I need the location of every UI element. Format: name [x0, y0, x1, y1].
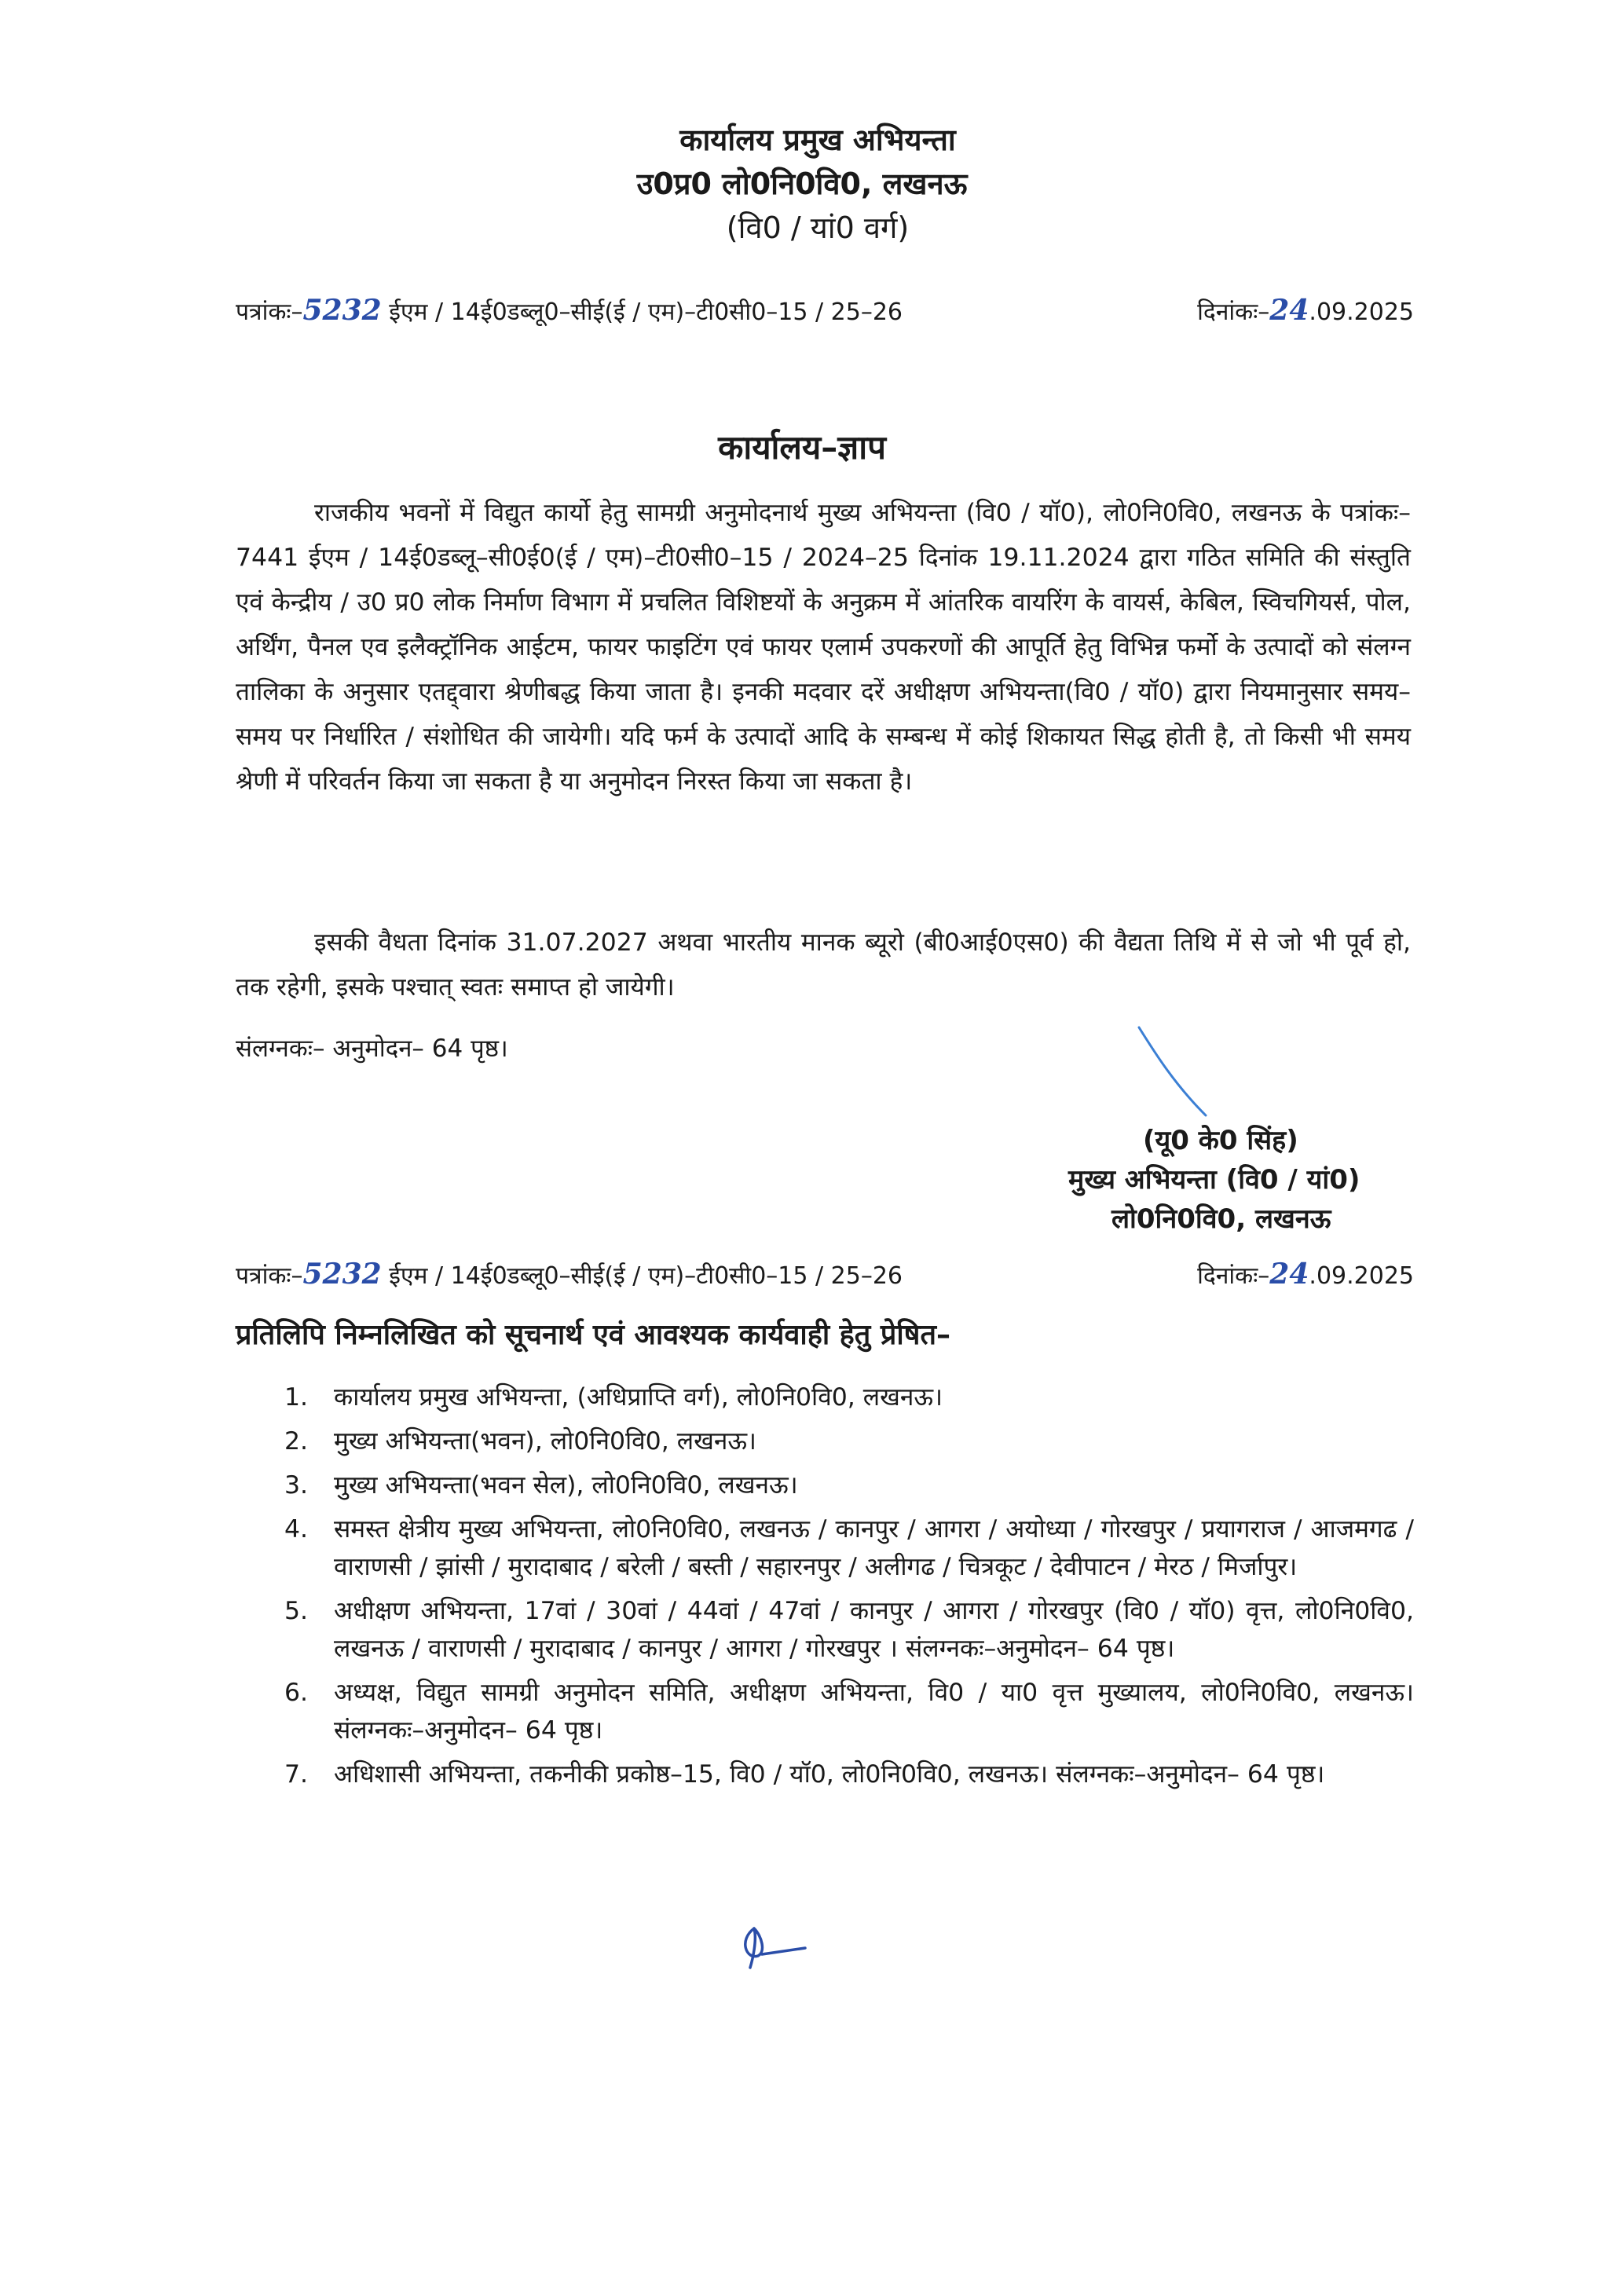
list-item — [236, 1379, 1414, 1416]
letter-reference-code: ईएम / 14ई0डब्लू0–सीई(ई / एम)–टी0सी0–15 / 25–26 — [389, 1262, 903, 1290]
header-office-line: कार्यालय प्रमुख अभियन्ता — [679, 123, 956, 157]
signature-mark — [1131, 1021, 1225, 1123]
list-item-text: अध्यक्ष, विद्युत सामग्री अनुमोदन समिति, अधीक्षण अभियन्ता, वि0 / या0 वृत्त मुख्यालय, लो0नि0वि0, लखनऊ। संलग्नकः–अनुमोदन– 64 पृष्ठ। — [334, 1679, 1414, 1745]
list-item — [236, 1592, 1414, 1668]
signatory-name: (यू0 के0 सिंह) — [1143, 1125, 1298, 1156]
attachment-note: संलग्नकः– अनुमोदन– 64 पृष्ठ। — [236, 1034, 508, 1063]
list-item — [236, 1467, 1414, 1504]
letter-number-handwritten: 5232 — [302, 294, 382, 327]
list-item-number: 2. — [284, 1427, 309, 1456]
list-item-number: 6. — [284, 1679, 309, 1707]
office-header — [0, 118, 1604, 250]
copy-to-list — [236, 1379, 1414, 1800]
signatory-office: लो0नि0वि0, लखनऊ — [1111, 1203, 1331, 1235]
list-item — [236, 1511, 1414, 1586]
body-paragraph-1: राजकीय भवनों में विद्युत कार्यो हेतु सामग्री अनुमोदनार्थ मुख्य अभियन्ता (वि0 / यॉ0), लो0नि0वि0, लखनऊ के पत्रांकः–7441 ईएम / 14ई0डब्लू–सी0ई0(ई / एम)–टी0सी0–15 / 2024–25 दिनांक 19.11.2024 द्वारा गठित समिति की संस्तुति एवं केन्द्रीय / उ0 प्र0 लोक निर्माण विभाग में प्रचलित विशिष्टयों के अनुक्रम में आंतरिक वायरिंग के वायर्स, केबिल, स्विचगियर्स, पोल, अर्थिंग, पैनल एव इलैक्ट्रॉनिक आईटम, फायर फाइटिंग एवं फायर एलार्म उपकरणों की आपूर्ति हेतु विभिन्न फर्मो के उत्पादों को संलग्न तालिका के अनुसार एतद्द्वारा श्रेणीबद्ध किया जाता है। इनकी मदवार दरें अधीक्षण अभियन्ता(वि0 / यॉ0) द्वारा नियमानुसार समय–समय पर निर्धारित / संशोधित की जायेगी। यदि फर्म के उत्पादों आदि के सम्बन्ध में कोई शिकायत सिद्ध होती है, तो किसी भी समय श्रेणी में परिवर्तन किया जा सकता है या अनुमोदन निरस्त किया जा सकता है। — [236, 499, 1411, 796]
initials-mark — [731, 1917, 817, 1979]
copy-to-heading: प्रतिलिपि निम्नलिखित को सूचनार्थ एवं आवश्यक कार्यवाही हेतु प्रेषित– — [236, 1319, 950, 1351]
date-day-handwritten: 24 — [1269, 294, 1309, 327]
list-item-text: मुख्य अभियन्ता(भवन), लो0नि0वि0, लखनऊ। — [334, 1427, 756, 1456]
letter-number-handwritten: 5232 — [302, 1258, 382, 1291]
list-item-text: अधीक्षण अभियन्ता, 17वां / 30वां / 44वां / 47वां / कानपुर / आगरा / गोरखपुर (वि0 / यॉ0) वृत्त, लो0नि0वि0, लखनऊ / वाराणसी / मुरादाबाद / कानपुर / आगरा / गोरखपुर । संलग्नकः–अनुमोदन– 64 पृष्ठ। — [334, 1597, 1414, 1663]
reference-line-2 — [236, 1254, 1414, 1294]
date-label: दिनांकः– — [1197, 1262, 1270, 1290]
list-item — [236, 1423, 1414, 1460]
header-department-line: उ0प्र0 लो0नि0वि0, लखनऊ — [636, 167, 968, 201]
letter-number-label: पत्रांकः– — [236, 298, 303, 326]
date-month-year: .09.2025 — [1309, 298, 1414, 326]
list-item-number: 4. — [284, 1515, 309, 1543]
signatory-designation: मुख्य अभियन्ता (वि0 / यां0) — [1068, 1164, 1360, 1196]
body-paragraph-2: इसकी वैधता दिनांक 31.07.2027 अथवा भारतीय मानक ब्यूरो (बी0आई0एस0) की वैद्यता तिथि में से जो भी पूर्व हो, तक रहेगी, इसके पश्चात् स्वतः समाप्त हो जायेगी। — [236, 928, 1411, 1002]
date-month-year: .09.2025 — [1309, 1262, 1414, 1290]
letter-date — [1197, 291, 1414, 332]
list-item-number: 5. — [284, 1597, 309, 1625]
list-item-number: 7. — [284, 1760, 309, 1789]
date-label: दिनांकः– — [1197, 298, 1270, 326]
letter-number-label: पत्रांकः– — [236, 1262, 303, 1290]
list-item-text: समस्त क्षेत्रीय मुख्य अभियन्ता, लो0नि0वि0, लखनऊ / कानपुर / आगरा / अयोध्या / गोरखपुर / प्रयागराज / आजमगढ / वाराणसी / झांसी / मुरादाबाद / बरेली / बस्ती / सहारनपुर / अलीगढ / चित्रकूट / देवीपाटन / मेरठ / मिर्जापुर। — [334, 1515, 1414, 1581]
reference-line-1 — [236, 291, 1414, 330]
letter-reference-code: ईएम / 14ई0डब्लू0–सीई(ई / एम)–टी0सी0–15 / 25–26 — [389, 298, 903, 326]
list-item-number: 3. — [284, 1471, 309, 1500]
list-item — [236, 1674, 1414, 1749]
header-section-line: (वि0 / यां0 वर्ग) — [726, 211, 910, 245]
signatory-block — [1068, 1121, 1382, 1239]
list-item-text: अधिशासी अभियन्ता, तकनीकी प्रकोष्ठ–15, वि0 / यॉ0, लो0नि0वि0, लखनऊ। संलग्नकः–अनुमोदन– 64 पृष्ठ। — [334, 1760, 1325, 1789]
document-title: कार्यालय–ज्ञाप — [718, 428, 886, 467]
list-item-text: मुख्य अभियन्ता(भवन सेल), लो0नि0वि0, लखनऊ। — [334, 1471, 798, 1500]
letter-date — [1197, 1254, 1414, 1296]
list-item — [236, 1756, 1414, 1793]
list-item-number: 1. — [284, 1383, 309, 1412]
date-day-handwritten: 24 — [1269, 1258, 1309, 1291]
list-item-text: कार्यालय प्रमुख अभियन्ता, (अधिप्राप्ति वर्ग), लो0नि0वि0, लखनऊ। — [334, 1383, 943, 1412]
